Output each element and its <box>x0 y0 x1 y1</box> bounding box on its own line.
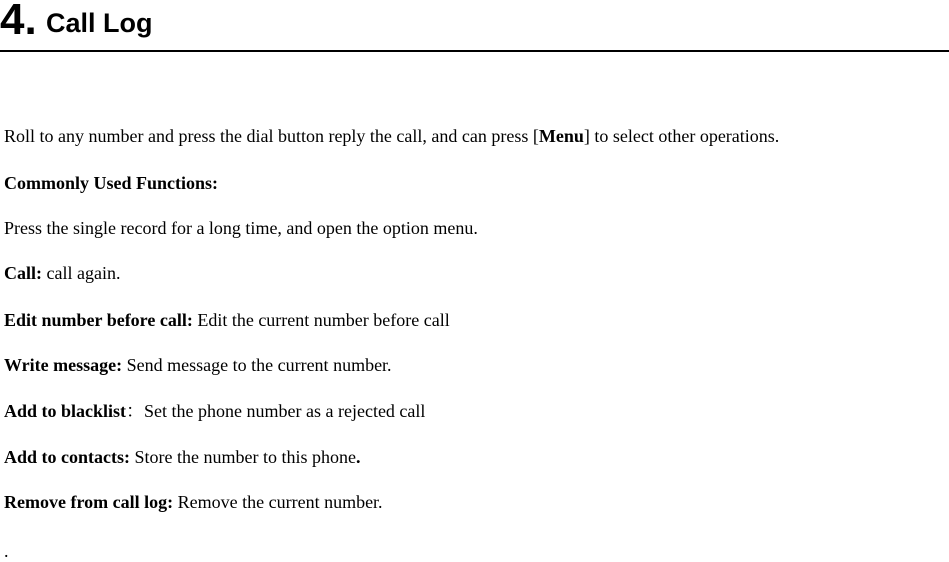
intro-text-after: ] to select other operations. <box>583 126 780 146</box>
function-item-add-to-blacklist <box>4 400 425 422</box>
section-title: Call Log <box>46 8 153 38</box>
function-desc: Remove the current number. <box>173 492 383 512</box>
function-term: Add to blacklist <box>4 401 127 421</box>
function-term: Call: <box>4 263 42 283</box>
function-desc: call again. <box>42 263 121 283</box>
intro-text-before: Roll to any number and press the dial button reply the call, and can press [ <box>4 126 539 146</box>
function-term: Write message: <box>4 355 123 375</box>
section-heading <box>0 0 949 52</box>
function-item-add-to-contacts <box>4 446 360 468</box>
long-press-paragraph: Press the single record for a long time, and open the option menu. <box>4 218 478 238</box>
function-desc: Send message to the current number. <box>122 355 392 375</box>
function-term: Edit number before call: <box>4 310 193 330</box>
function-desc: Store the number to this phone <box>130 447 356 467</box>
menu-key-label: Menu <box>538 126 584 146</box>
function-desc: ：Set the phone number as a rejected call <box>126 401 426 421</box>
functions-title: Commonly Used Functions: <box>4 173 219 193</box>
function-desc-period: . <box>355 447 361 467</box>
function-item-write-message <box>4 354 392 376</box>
section-number: 4. <box>0 0 37 44</box>
intro-paragraph <box>4 125 779 147</box>
function-item-call <box>4 262 120 284</box>
trailing-period: . <box>4 541 9 561</box>
function-term: Add to contacts: <box>4 447 130 467</box>
function-term: Remove from call log: <box>4 492 174 512</box>
function-desc: Edit the current number before call <box>192 310 450 330</box>
function-item-remove-from-call-log <box>4 491 383 513</box>
function-item-edit-number <box>4 309 450 331</box>
